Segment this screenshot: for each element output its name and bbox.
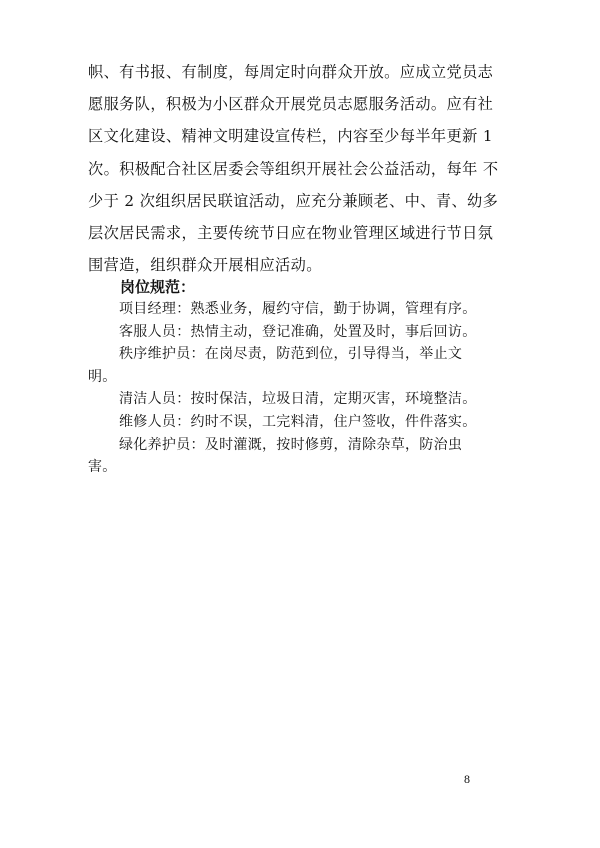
role-standards-list bbox=[88, 298, 528, 479]
role-line-security: 秩序维护员：在岗尽责，防范到位，引导得当，举止文 bbox=[119, 346, 463, 363]
role-line-greening: 绿化养护员：及时灌溉，按时修剪，清除杂草，防治虫 bbox=[119, 436, 463, 453]
role-line-security-cont: 明。 bbox=[88, 368, 117, 385]
paragraph-line: 次。积极配合社区居委会等组织开展社会公益活动，每年 不 bbox=[88, 159, 499, 178]
paragraph-line: 愿服务队，积极为小区群众开展党员志愿服务活动。应有社 bbox=[88, 95, 494, 114]
paragraph-line: 层次居民需求，主要传统节日应在物业管理区域进行节日氛 bbox=[88, 223, 494, 242]
role-line-customer-service: 客服人员：热情主动，登记准确，处置及时，事后回访。 bbox=[119, 323, 477, 340]
role-line-maintenance: 维修人员：约时不误，工完料清，住户签收，件件落实。 bbox=[119, 413, 477, 430]
section-heading: 岗位规范： bbox=[120, 278, 196, 296]
paragraph-line: 围营造，组织群众开展相应活动。 bbox=[88, 256, 322, 275]
paragraph-line: 少于 2 次组织居民联谊活动，应充分兼顾老、中、青、幼多 bbox=[88, 191, 499, 210]
role-line-cleaning: 清洁人员：按时保洁，垃圾日清，定期灭害，环境整洁。 bbox=[119, 391, 477, 408]
role-line-greening-cont: 害。 bbox=[88, 459, 117, 476]
body-paragraph bbox=[88, 56, 528, 281]
paragraph-line: 区文化建设、精神文明建设宣传栏，内容至少每半年更新 1 bbox=[88, 127, 493, 146]
role-line-project-manager: 项目经理：熟悉业务，履约守信，勤于协调，管理有序。 bbox=[119, 301, 477, 317]
paragraph-line: 帜、有书报、有制度，每周定时向群众开放。应成立党员志 bbox=[88, 63, 494, 81]
page-number: 8 bbox=[464, 772, 470, 786]
